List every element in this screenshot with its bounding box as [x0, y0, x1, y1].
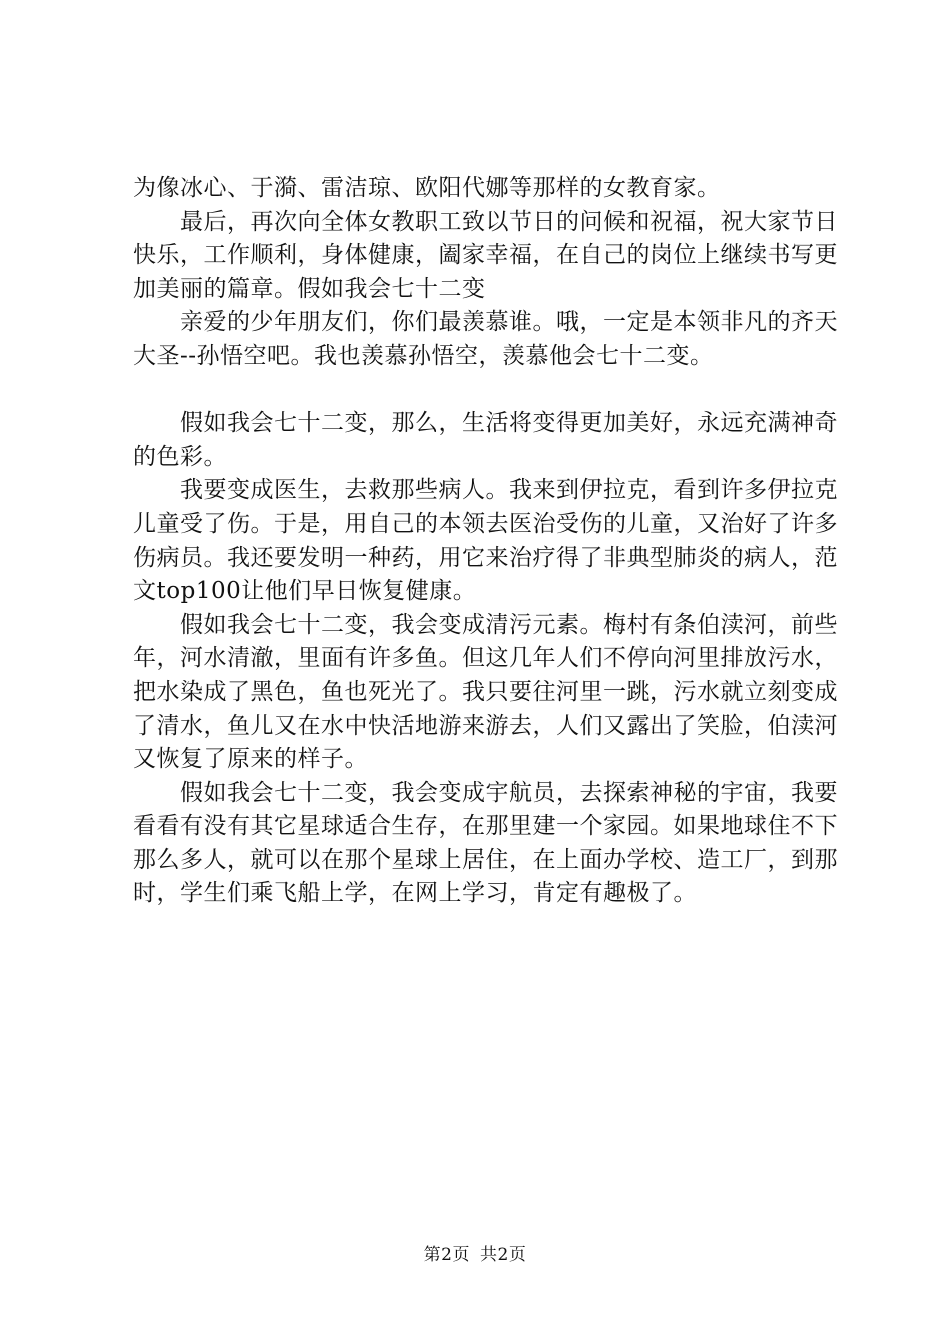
paragraph: 假如我会七十二变，我会变成宇航员，去探索神秘的宇宙，我要看看有没有其它星球适合生存，在那里建一个家园。如果地球住不下那么多人，就可以在那个星球上居住，在上面办学校、造工厂，到那时，学生们乘飞船上学，在网上学习，肯定有趣极了。 [133, 779, 838, 907]
body-text [133, 172, 858, 911]
paragraph: 假如我会七十二变，那么，生活将变得更加美好，永远充满神奇的色彩。 [133, 410, 838, 470]
paragraph: 我要变成医生，去救那些病人。我来到伊拉克，看到许多伊拉克儿童受了伤。于是，用自己的本领去医治受伤的儿童，又治好了许多伤病员。我还要发明一种药，用它来治疗得了非典型肺炎的病人，范文top100让他们早日恢复健康。 [133, 477, 838, 605]
paragraph: 亲爱的少年朋友们，你们最羡慕谁。哦，一定是本领非凡的齐天大圣--孙悟空吧。我也羡慕孙悟空，羡慕他会七十二变。 [133, 309, 838, 369]
page-number: 第2页 [423, 1245, 470, 1265]
page-footer [0, 1243, 950, 1267]
paragraph: 为像冰心、于漪、雷洁琼、欧阳代娜等那样的女教育家。 [133, 175, 721, 201]
paragraph: 最后，再次向全体女教职工致以节日的问候和祝福，祝大家节日快乐，工作顺利，身体健康，阖家幸福，在自己的岗位上继续书写更加美丽的篇章。假如我会七十二变 [133, 208, 838, 302]
blank-line [133, 374, 858, 408]
paragraph: 假如我会七十二变，我会变成清污元素。梅村有条伯渎河，前些年，河水清澈，里面有许多鱼。但这几年人们不停向河里排放污水，把水染成了黑色，鱼也死光了。我只要往河里一跳，污水就立刻变成了清水，鱼儿又在水中快活地游来游去，人们又露出了笑脸，伯渎河又恢复了原来的样子。 [133, 611, 838, 773]
page-total: 共2页 [480, 1245, 527, 1265]
